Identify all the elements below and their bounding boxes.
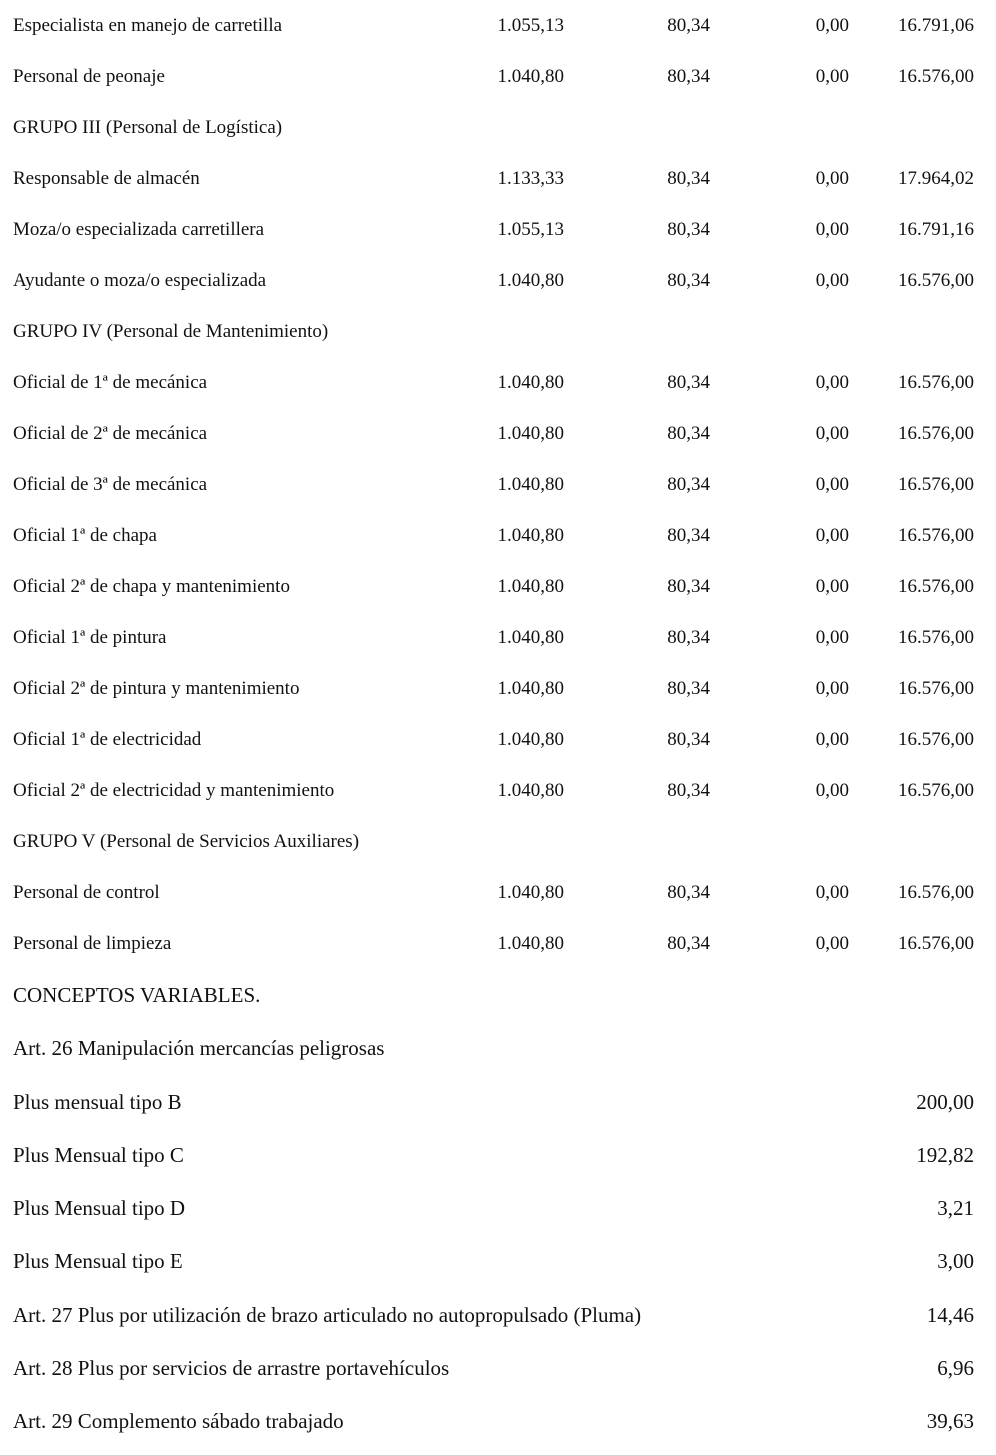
plus-cell: 80,34 bbox=[667, 933, 710, 954]
extra-cell: 0,00 bbox=[815, 372, 849, 393]
category-label: Oficial 1ª de electricidad bbox=[13, 729, 202, 750]
extra-cell: 0,00 bbox=[815, 729, 849, 750]
plus-cell: 80,34 bbox=[667, 270, 710, 291]
plus-cell: 80,34 bbox=[667, 678, 710, 699]
table-row bbox=[0, 153, 996, 204]
plus-cell: 80,34 bbox=[667, 219, 710, 240]
group-heading: GRUPO III (Personal de Logística) bbox=[13, 117, 283, 138]
category-label: Oficial de 1ª de mecánica bbox=[13, 372, 208, 393]
annual-total-cell: 16.576,00 bbox=[898, 270, 974, 291]
extra-cell: 0,00 bbox=[815, 525, 849, 546]
table-row bbox=[0, 255, 996, 306]
base-salary-cell: 1.040,80 bbox=[497, 933, 564, 954]
extra-cell: 0,00 bbox=[815, 474, 849, 495]
annual-total-cell: 16.576,00 bbox=[898, 678, 974, 699]
plus-cell: 80,34 bbox=[667, 66, 710, 87]
annual-total-cell: 16.576,00 bbox=[898, 627, 974, 648]
table-row bbox=[0, 918, 996, 969]
category-label: Personal de peonaje bbox=[13, 66, 165, 87]
variable-concept-amount: 3,00 bbox=[937, 1249, 974, 1274]
base-salary-cell: 1.040,80 bbox=[497, 66, 564, 87]
variable-concept-label: Art. 29 Complemento sábado trabajado bbox=[13, 1409, 344, 1434]
base-salary-cell: 1.040,80 bbox=[497, 423, 564, 444]
extra-cell: 0,00 bbox=[815, 627, 849, 648]
annual-total-cell: 16.576,00 bbox=[898, 525, 974, 546]
table-row bbox=[0, 510, 996, 561]
extra-cell: 0,00 bbox=[815, 678, 849, 699]
category-label: Responsable de almacén bbox=[13, 168, 200, 189]
base-salary-cell: 1.040,80 bbox=[497, 678, 564, 699]
plus-cell: 80,34 bbox=[667, 882, 710, 903]
extra-cell: 0,00 bbox=[815, 780, 849, 801]
table-row bbox=[0, 561, 996, 612]
category-label: Oficial de 2ª de mecánica bbox=[13, 423, 208, 444]
table-row bbox=[0, 459, 996, 510]
plus-cell: 80,34 bbox=[667, 168, 710, 189]
category-label: Personal de control bbox=[13, 882, 160, 903]
category-label: Especialista en manejo de carretilla bbox=[13, 15, 283, 36]
plus-cell: 80,34 bbox=[667, 576, 710, 597]
variable-concept-amount: 6,96 bbox=[937, 1356, 974, 1381]
table-row bbox=[0, 204, 996, 255]
extra-cell: 0,00 bbox=[815, 423, 849, 444]
variable-concept-amount: 200,00 bbox=[916, 1089, 974, 1114]
variable-concept-label: Plus Mensual tipo C bbox=[13, 1142, 184, 1167]
table-row bbox=[0, 612, 996, 663]
table-row bbox=[0, 357, 996, 408]
annual-total-cell: 16.576,00 bbox=[898, 576, 974, 597]
extra-cell: 0,00 bbox=[815, 219, 849, 240]
table-row bbox=[0, 663, 996, 714]
extra-cell: 0,00 bbox=[815, 168, 849, 189]
base-salary-cell: 1.055,13 bbox=[497, 15, 564, 36]
base-salary-cell: 1.040,80 bbox=[497, 627, 564, 648]
variable-concept-row bbox=[0, 1235, 996, 1288]
base-salary-cell: 1.040,80 bbox=[497, 372, 564, 393]
category-label: Oficial 1ª de pintura bbox=[13, 627, 167, 648]
variable-concept-label: Art. 26 Manipulación mercancías peligrosas bbox=[13, 1036, 385, 1061]
base-salary-cell: 1.040,80 bbox=[497, 780, 564, 801]
extra-cell: 0,00 bbox=[815, 576, 849, 597]
variable-concepts-heading bbox=[0, 969, 996, 1022]
table-row bbox=[0, 714, 996, 765]
base-salary-cell: 1.055,13 bbox=[497, 219, 564, 240]
variable-concept-label: Art. 28 Plus por servicios de arrastre portavehículos bbox=[13, 1356, 450, 1381]
annual-total-cell: 16.576,00 bbox=[898, 474, 974, 495]
table-row bbox=[0, 408, 996, 459]
extra-cell: 0,00 bbox=[815, 66, 849, 87]
plus-cell: 80,34 bbox=[667, 627, 710, 648]
base-salary-cell: 1.040,80 bbox=[497, 882, 564, 903]
annual-total-cell: 16.576,00 bbox=[898, 729, 974, 750]
plus-cell: 80,34 bbox=[667, 525, 710, 546]
annual-total-cell: 17.964,02 bbox=[898, 168, 974, 189]
base-salary-cell: 1.040,80 bbox=[497, 270, 564, 291]
variable-concept-row bbox=[0, 1129, 996, 1182]
variable-concept-row bbox=[0, 1342, 996, 1395]
annual-total-cell: 16.576,00 bbox=[898, 66, 974, 87]
category-label: Oficial 2ª de pintura y mantenimiento bbox=[13, 678, 300, 699]
base-salary-cell: 1.040,80 bbox=[497, 525, 564, 546]
annual-total-cell: 16.576,00 bbox=[898, 372, 974, 393]
variable-concept-row bbox=[0, 1076, 996, 1129]
annual-total-cell: 16.576,00 bbox=[898, 780, 974, 801]
variable-concept-amount: 3,21 bbox=[937, 1196, 974, 1221]
variable-concepts-table bbox=[0, 1022, 996, 1448]
variable-concept-label: Plus Mensual tipo E bbox=[13, 1249, 183, 1274]
annual-total-cell: 16.791,06 bbox=[898, 15, 974, 36]
variable-concept-label: Plus Mensual tipo D bbox=[13, 1196, 186, 1221]
plus-cell: 80,34 bbox=[667, 15, 710, 36]
variable-concept-row bbox=[0, 1395, 996, 1448]
variable-concept-amount: 39,63 bbox=[926, 1409, 974, 1434]
category-label: Oficial 1ª de chapa bbox=[13, 525, 157, 546]
variable-concept-row bbox=[0, 1289, 996, 1342]
table-row bbox=[0, 867, 996, 918]
category-label: Personal de limpieza bbox=[13, 933, 172, 954]
annual-total-cell: 16.576,00 bbox=[898, 423, 974, 444]
extra-cell: 0,00 bbox=[815, 270, 849, 291]
variable-concept-amount: 14,46 bbox=[926, 1302, 974, 1327]
table-row bbox=[0, 0, 996, 51]
category-label: Moza/o especializada carretillera bbox=[13, 219, 265, 240]
base-salary-cell: 1.133,33 bbox=[497, 168, 564, 189]
category-label: Ayudante o moza/o especializada bbox=[13, 270, 267, 291]
table-row bbox=[0, 765, 996, 816]
variable-concept-amount: 192,82 bbox=[916, 1142, 974, 1167]
annual-total-cell: 16.791,16 bbox=[898, 219, 974, 240]
variable-concept-row bbox=[0, 1182, 996, 1235]
base-salary-cell: 1.040,80 bbox=[497, 576, 564, 597]
variable-concepts-title: CONCEPTOS VARIABLES. bbox=[13, 983, 261, 1007]
extra-cell: 0,00 bbox=[815, 933, 849, 954]
variable-concept-label: Art. 27 Plus por utilización de brazo articulado no autopropulsado (Pluma) bbox=[13, 1302, 642, 1327]
plus-cell: 80,34 bbox=[667, 780, 710, 801]
category-label: Oficial 2ª de electricidad y mantenimiento bbox=[13, 780, 335, 801]
plus-cell: 80,34 bbox=[667, 423, 710, 444]
category-label: Oficial 2ª de chapa y mantenimiento bbox=[13, 576, 290, 597]
table-row bbox=[0, 51, 996, 102]
variable-concept-row bbox=[0, 1022, 996, 1075]
group-heading-row bbox=[0, 102, 996, 153]
extra-cell: 0,00 bbox=[815, 882, 849, 903]
extra-cell: 0,00 bbox=[815, 15, 849, 36]
base-salary-cell: 1.040,80 bbox=[497, 474, 564, 495]
variable-concept-label: Plus mensual tipo B bbox=[13, 1089, 182, 1114]
group-heading: GRUPO IV (Personal de Mantenimiento) bbox=[13, 321, 329, 342]
plus-cell: 80,34 bbox=[667, 372, 710, 393]
plus-cell: 80,34 bbox=[667, 474, 710, 495]
annual-total-cell: 16.576,00 bbox=[898, 933, 974, 954]
group-heading-row bbox=[0, 816, 996, 867]
plus-cell: 80,34 bbox=[667, 729, 710, 750]
group-heading-row bbox=[0, 306, 996, 357]
group-heading: GRUPO V (Personal de Servicios Auxiliares) bbox=[13, 831, 360, 852]
category-label: Oficial de 3ª de mecánica bbox=[13, 474, 208, 495]
base-salary-cell: 1.040,80 bbox=[497, 729, 564, 750]
annual-total-cell: 16.576,00 bbox=[898, 882, 974, 903]
